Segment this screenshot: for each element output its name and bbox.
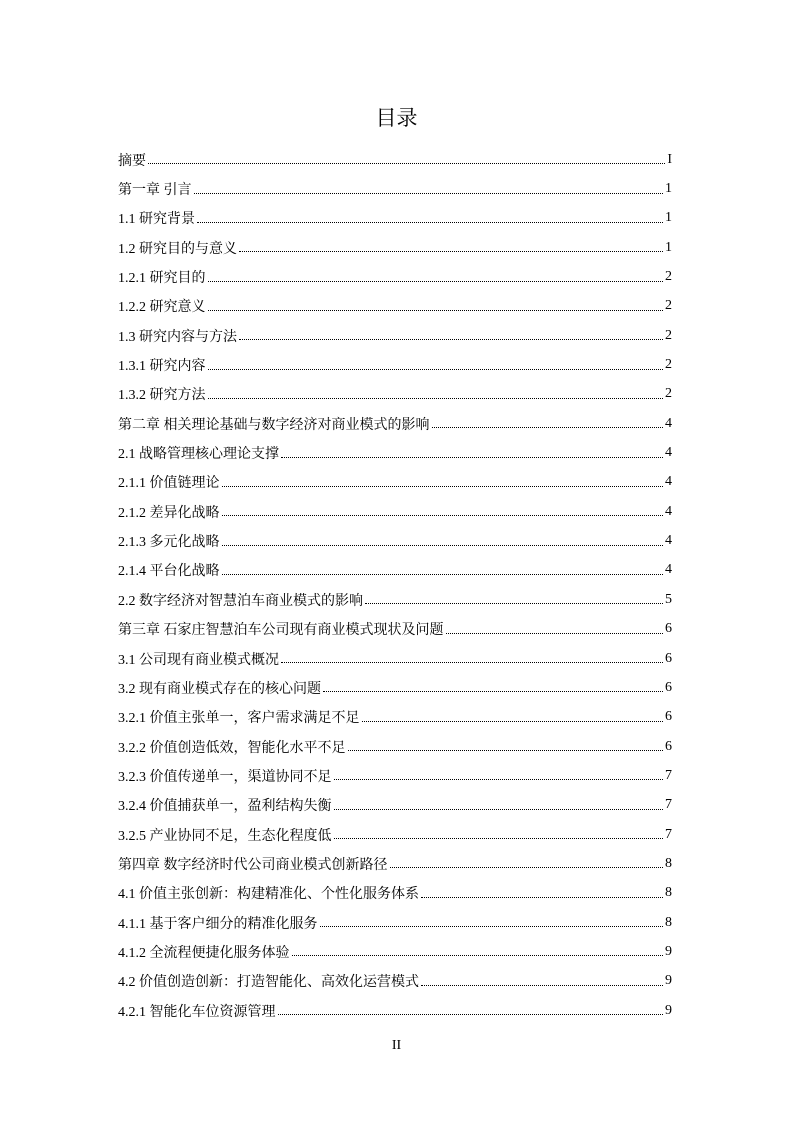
toc-entry[interactable] [118,526,672,555]
toc-entry-page: 4 [665,562,672,578]
toc-entry-label: 2.1.1 价值链理论 [118,476,220,492]
dot-leader [197,222,663,223]
toc-entry-label: 1.2.2 研究意义 [118,300,206,316]
toc-entry[interactable] [118,820,672,849]
toc-entry-page: 9 [665,973,672,989]
dot-leader [432,427,664,428]
toc-entry-page: 2 [665,298,672,314]
dot-leader [348,750,664,751]
dot-leader [365,603,663,604]
toc-entry-page: 2 [665,269,672,285]
dot-leader [208,398,664,399]
toc-entry-page: 8 [665,855,672,871]
page-number: II [391,1038,402,1053]
dot-leader [222,574,664,575]
dot-leader [362,721,664,722]
toc-entry-label: 2.1.4 平台化战略 [118,564,220,580]
toc-entry-label: 第三章 石家庄智慧泊车公司现有商业模式现状及问题 [118,623,444,639]
toc-entry-label: 3.2.2 价值创造低效，智能化水平不足 [118,740,346,756]
toc-entry[interactable] [118,468,672,497]
toc-entry-label: 2.2 数字经济对智慧泊车商业模式的影响 [118,593,363,609]
toc-entry-page: 1 [665,210,672,226]
toc-entry-page: 7 [665,797,672,813]
toc-entry-page: 5 [665,591,672,607]
toc-entry-page: 4 [665,415,672,431]
toc-entry-label: 2.1 战略管理核心理论支撑 [118,447,279,463]
toc-entry-label: 4.1.2 全流程便捷化服务体验 [118,945,290,961]
toc-entry-page: I [667,151,672,167]
toc-entry-page: 2 [665,386,672,402]
toc-entry[interactable] [118,879,672,908]
toc-entry-page: 8 [665,885,672,901]
toc-entry[interactable] [118,937,672,966]
toc-entry-page: 9 [665,943,672,959]
toc-entry-label: 1.3.2 研究方法 [118,388,206,404]
toc-entry[interactable] [118,262,672,291]
toc-entry-label: 1.2.1 研究目的 [118,271,206,287]
toc-entry[interactable] [118,145,672,174]
dot-leader [421,985,663,986]
dot-leader [208,281,664,282]
toc-entry-label: 1.2 研究目的与意义 [118,241,237,257]
toc-entry-label: 3.2.4 价值捕获单一，盈利结构失衡 [118,799,332,815]
dot-leader [320,926,664,927]
dot-leader [421,897,663,898]
toc-entry[interactable] [118,438,672,467]
toc-entry-label: 2.1.3 多元化战略 [118,535,220,551]
toc-entry-page: 2 [665,327,672,343]
toc-entry-label: 4.1 价值主张创新：构建精准化、个性化服务体系 [118,887,419,903]
toc-entry[interactable] [118,409,672,438]
toc-entry-label: 3.2.1 价值主张单一，客户需求满足不足 [118,711,360,727]
toc-entry[interactable] [118,732,672,761]
toc-entry[interactable] [118,849,672,878]
toc-entry-page: 4 [665,503,672,519]
toc-entry-label: 1.3 研究内容与方法 [118,329,237,345]
toc-entry-label: 3.2.3 价值传递单一，渠道协同不足 [118,769,332,785]
toc-entry[interactable] [118,497,672,526]
toc-entry[interactable] [118,673,672,702]
toc-entry[interactable] [118,233,672,262]
toc-entry-label: 3.1 公司现有商业模式概况 [118,652,279,668]
toc-entry[interactable] [118,967,672,996]
toc-entry-page: 4 [665,474,672,490]
toc-entry-label: 4.2 价值创造创新：打造智能化、高效化运营模式 [118,975,419,991]
toc-entry-label: 4.1.1 基于客户细分的精准化服务 [118,916,318,932]
dot-leader [390,867,664,868]
toc-entry-page: 1 [665,181,672,197]
toc-entry[interactable] [118,585,672,614]
dot-leader [194,193,664,194]
toc-entry[interactable] [118,292,672,321]
toc-entry-page: 9 [665,1002,672,1018]
dot-leader [222,486,664,487]
dot-leader [222,515,664,516]
toc-entry[interactable] [118,908,672,937]
dot-leader [208,369,664,370]
toc-entry-page: 6 [665,650,672,666]
dot-leader [239,339,663,340]
dot-leader [208,310,664,311]
page-title: 目录 [375,106,418,130]
toc-entry-label: 3.2 现有商业模式存在的核心问题 [118,681,321,697]
table-of-contents [118,145,672,1025]
toc-entry[interactable] [118,644,672,673]
dot-leader [281,662,663,663]
dot-leader [148,163,665,164]
toc-entry[interactable] [118,204,672,233]
dot-leader [239,251,663,252]
dot-leader [323,691,663,692]
dot-leader [278,1014,664,1015]
dot-leader [446,633,664,634]
toc-entry-page: 6 [665,709,672,725]
toc-entry-page: 7 [665,767,672,783]
toc-entry-page: 4 [665,533,672,549]
toc-entry[interactable] [118,380,672,409]
toc-entry[interactable] [118,703,672,732]
toc-entry[interactable] [118,761,672,790]
toc-entry-page: 6 [665,679,672,695]
toc-entry-label: 第二章 相关理论基础与数字经济对商业模式的影响 [118,417,430,433]
toc-entry-page: 4 [665,445,672,461]
dot-leader [334,809,664,810]
toc-entry-label: 第一章 引言 [118,183,192,199]
dot-leader [281,457,663,458]
toc-entry-page: 2 [665,357,672,373]
toc-entry-label: 第四章 数字经济时代公司商业模式创新路径 [118,857,388,873]
toc-entry-label: 2.1.2 差异化战略 [118,505,220,521]
toc-entry-label: 1.3.1 研究内容 [118,359,206,375]
dot-leader [222,545,664,546]
toc-entry-label: 4.2.1 智能化车位资源管理 [118,1004,276,1020]
toc-entry-label: 3.2.5 产业协同不足，生态化程度低 [118,828,332,844]
toc-entry-page: 8 [665,914,672,930]
toc-entry[interactable] [118,791,672,820]
toc-entry-page: 6 [665,738,672,754]
toc-entry[interactable] [118,615,672,644]
toc-entry[interactable] [118,174,672,203]
toc-entry[interactable] [118,321,672,350]
toc-entry[interactable] [118,556,672,585]
toc-entry[interactable] [118,350,672,379]
dot-leader [292,955,664,956]
toc-entry-label: 1.1 研究背景 [118,212,195,228]
toc-entry-label: 摘要 [118,153,146,169]
dot-leader [334,838,664,839]
toc-entry-page: 1 [665,239,672,255]
toc-entry-page: 6 [665,621,672,637]
dot-leader [334,779,664,780]
toc-entry[interactable] [118,996,672,1025]
toc-entry-page: 7 [665,826,672,842]
